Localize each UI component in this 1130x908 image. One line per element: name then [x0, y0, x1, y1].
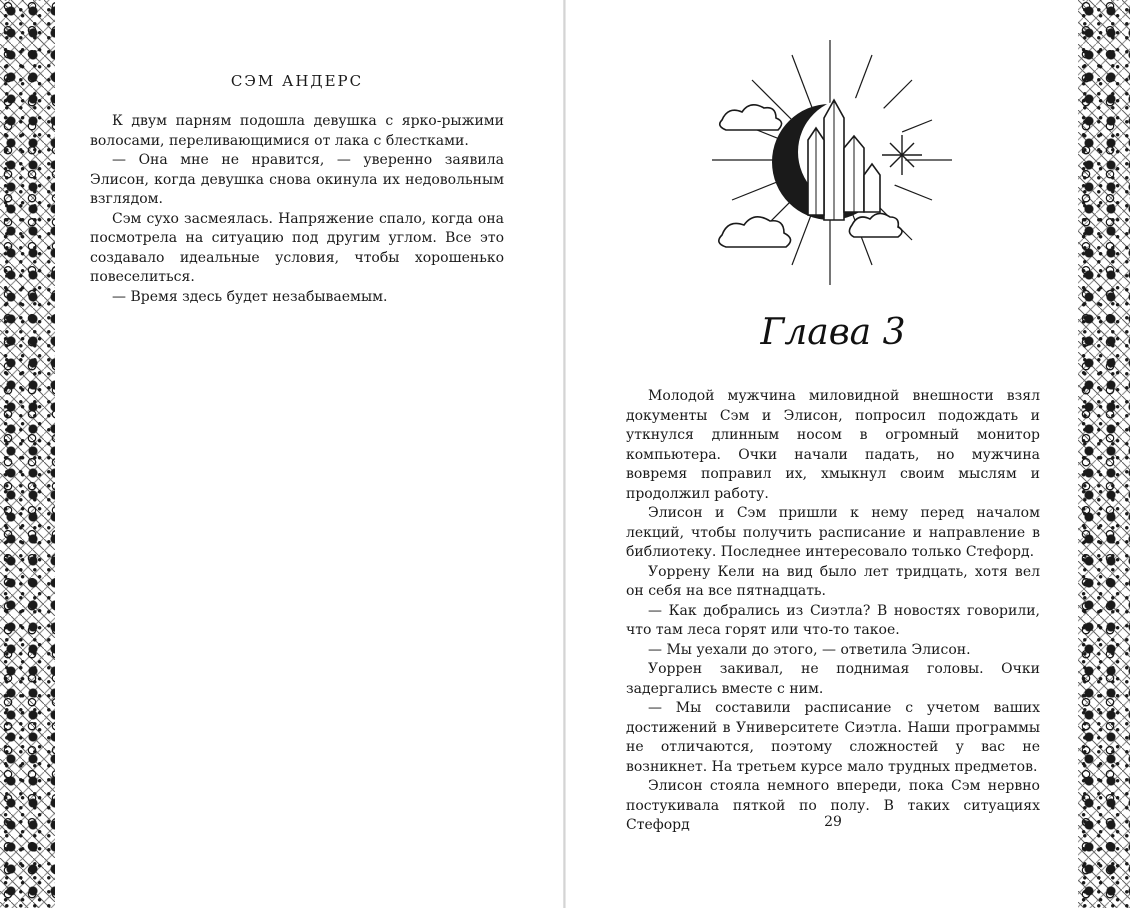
decorative-border-left: [0, 0, 55, 908]
paragraph: Элисон и Сэм пришли к нему перед началом лекций, чтобы получить расписание и направление в библиотеку. Последнее интересовало только Стефорд.: [626, 505, 1040, 560]
paragraph: Сэм сухо засмеялась. Напряжение спало, когда она посмотрела на ситуацию под другим углом. Все это создавало идеальные условия, чтобы хорошенько повеселиться.: [90, 210, 504, 285]
paragraph: К двум парням подошла девушка с ярко-рыжими волосами, переливающимися от лака с блестками.: [90, 113, 504, 149]
left-page-body: [90, 112, 504, 307]
paragraph: — Время здесь будет незабываемым.: [112, 288, 388, 305]
paragraph: — Мы составили расписание с учетом ваших достижений в Университете Сиэтла. Наши программы не отличаются, поэтому сложностей у вас не возникнет. На третьем курсе мало трудных предметов.: [626, 700, 1040, 775]
paragraph: — Мы уехали до этого, — ответила Элисон.: [648, 641, 971, 658]
paragraph: — Она мне не нравится, — уверенно заявила Элисон, когда девушка снова окинула их недовольным взглядом.: [90, 152, 504, 207]
page-number: 29: [824, 814, 842, 830]
paragraph: Уоррену Кели на вид было лет тридцать, хотя вел он себя на все пятнадцать.: [626, 563, 1040, 599]
paragraph: Элисон стояла немного впереди, пока Сэм нервно постукивала пяткой по полу. В таких ситуациях Стефорд: [626, 778, 1040, 833]
paragraph: Молодой мужчина миловидной внешности взял документы Сэм и Элисон, попросил подождать и уткнулся длинным носом в огромный монитор компьютера. Очки начали падать, но мужчина вовремя поправил их, хмыкнул своим мыслям и продолжил работу.: [626, 388, 1040, 502]
crescent-moon-crystals-clouds-icon: [712, 40, 952, 285]
right-page-body: [626, 387, 1040, 836]
decorative-border-right: [1078, 0, 1130, 908]
paragraph: Уоррен закивал, не поднимая головы. Очки задергались вместе с ним.: [626, 661, 1040, 697]
chapter-title: Глава 3: [760, 312, 906, 353]
running-head: СЭМ АНДЕРС: [230, 72, 364, 90]
paragraph: — Как добрались из Сиэтла? В новостях говорили, что там леса горят или что-то такое.: [626, 602, 1040, 638]
book-spine: [563, 0, 566, 908]
